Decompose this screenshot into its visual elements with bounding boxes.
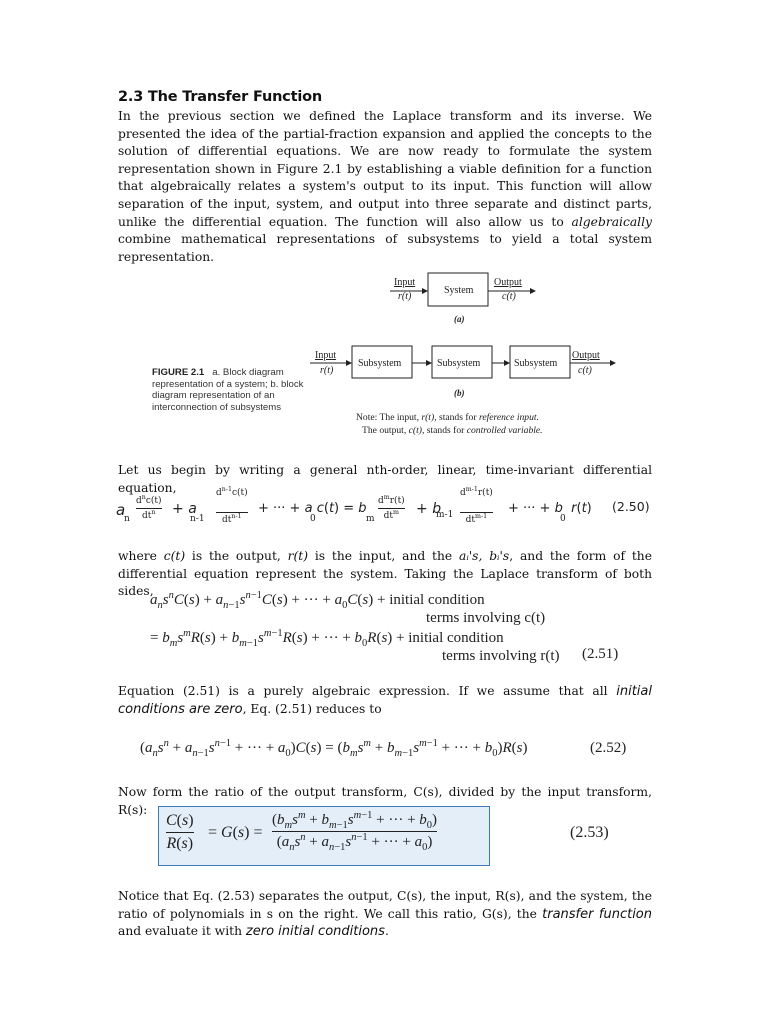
fig-b-output-label: Output	[572, 350, 600, 361]
where-text-2: is the output,	[185, 549, 288, 563]
eq251-initial-condition-1: + initial condition	[376, 592, 485, 608]
tf-emphasis-transfer-function: transfer function	[542, 906, 653, 922]
tf-text-3: .	[384, 924, 389, 939]
equation-2-51-label: (2.51)	[582, 646, 619, 662]
equation-2-50-label: (2.50)	[612, 499, 650, 514]
tf-text-2: and evaluate it with	[118, 924, 246, 939]
intro-text-2: combine mathematical representations of subsystems to yield a total system representation.	[118, 232, 652, 264]
algebraic-emphasis: initial conditions are zero	[118, 684, 652, 717]
intro-text-1: In the previous section we defined the Laplace transform and its inverse. We presented the idea of the partial-fraction expansion and applied the concepts to the solution of differential equations. We are now ready to formulate the system representation shown in Figure 2.1 by establishing a viable definition for a function that algebraically relates a system's output to its input. This function will allow separation of the input, system, and output into three separate and distinct parts, unlike the differential equation. The function will also allow us to	[118, 109, 652, 229]
eq251-terms-ct: terms involving c(t)	[426, 610, 546, 626]
fig-b-subsystem-3: Subsystem	[514, 358, 558, 369]
equation-2-52: ($a_ns^n + a_{n-1}s^{n-1}$ + ··· + $a_0)C(s) = (b_ms^m + b_{m-1}s^{m-1}$ + ··· + $b_0)R(s)$ (2.52)	[140, 738, 627, 759]
paragraph-ratio: Now form the ratio of the output transform, C(s), divided by the input transform, R(s):	[118, 785, 652, 817]
tf-emphasis-zero-ic: zero initial conditions	[245, 924, 385, 940]
fig-a-tag: (a)	[454, 314, 465, 324]
where-text-1: where	[118, 549, 164, 563]
where-ai-bi: aᵢ's, bᵢ's	[458, 549, 510, 563]
eq251-terms-rt: terms involving r(t)	[442, 648, 560, 664]
fig-a-system-block: System	[444, 285, 474, 296]
figure-caption-label: FIGURE 2.1	[152, 367, 205, 378]
intro-emphasis: algebraically	[571, 214, 652, 229]
fig-note-line-2: The output, c(t), stands for controlled variable.	[362, 425, 543, 436]
section-heading: 2.3 The Transfer Function	[118, 89, 322, 105]
algebraic-text-2: , Eq. (2.51) reduces to	[242, 701, 382, 716]
where-text-4: , and the form of the differential equation represent the system. Taking the Laplace transform of both sides,	[118, 549, 652, 599]
figure-caption-text: a. Block diagram representation of a system; b. block diagram representation of an interconnection of subsystems	[152, 367, 304, 413]
equation-2-51: $a_ns^nC(s) + a_{n-1}s^{n-1}C(s)$ + ··· + $a_0C(s)$ + initial condition terms involving c(t) = $b_ms^mR(s) + b_{m-1}s^{m-1}R(s)$ + ··· + $b_0R(s)$ + initial condition terms involving r(t) (2.51)	[150, 590, 619, 664]
fig-a-output-signal: c(t)	[502, 291, 516, 302]
where-ct: c(t)	[163, 549, 186, 563]
where-text-3: is the input, and the	[308, 549, 459, 563]
fig-b-subsystem-1: Subsystem	[358, 358, 402, 369]
algebraic-text-1: Equation (2.51) is a purely algebraic expression. If we assume that all	[118, 684, 617, 698]
equation-2-52-label: (2.52)	[590, 740, 627, 756]
equation-2-53-label: (2.53)	[570, 824, 609, 841]
fig-b-input-signal: r(t)	[320, 365, 334, 376]
equation-2-53: C(s) R(s) = G(s) = ($b_ms^m + b_{m-1}s^{m-1}$ + ··· + $b_0$) ($a_ns^n + a_{n-1}s^{n-1}$ + ··· + $a_0$) (2.53)	[158, 806, 628, 866]
figure-caption	[152, 367, 317, 413]
fig-note-line-1: Note: The input, r(t), stands for reference input.	[356, 412, 539, 423]
paragraph-algebraic	[118, 683, 652, 718]
intro-paragraph	[118, 108, 652, 266]
eq251-initial-condition-2: + initial condition	[396, 630, 504, 646]
fig-a-input-label: Input	[394, 277, 416, 288]
fig-a-input-signal: r(t)	[398, 291, 412, 302]
where-rt: r(t)	[287, 549, 309, 563]
fig-b-tag: (b)	[454, 388, 465, 398]
paragraph-transfer-function	[118, 888, 652, 941]
equation-2-50: a n $d^nc(t)$ $dt^n$ + a n-1 $d^{n-1}c(t)$ $dt^{n-1}$ + ··· + a c(t) = b 0 m $d^mr(t)$ $dt^m$ + b m-1 $d^{m-1}r(t)$ $dt^{m-1}$ + ··· + b r(t) 0 (2.50)	[116, 486, 650, 525]
figure-2-1	[150, 262, 630, 442]
fig-b-output-signal: c(t)	[578, 365, 592, 376]
fig-b-subsystem-2: Subsystem	[437, 358, 481, 369]
paragraph-nth-order: Let us begin by writing a general nth-order, linear, time-invariant differential equation,	[118, 463, 652, 495]
fig-b-input-label: Input	[315, 350, 337, 361]
tf-text-1: Notice that Eq. (2.53) separates the output, C(s), the input, R(s), and the system, the ratio of polynomials in s on the right. We call this ratio, G(s), the	[118, 889, 652, 921]
fig-a-output-label: Output	[494, 277, 522, 288]
